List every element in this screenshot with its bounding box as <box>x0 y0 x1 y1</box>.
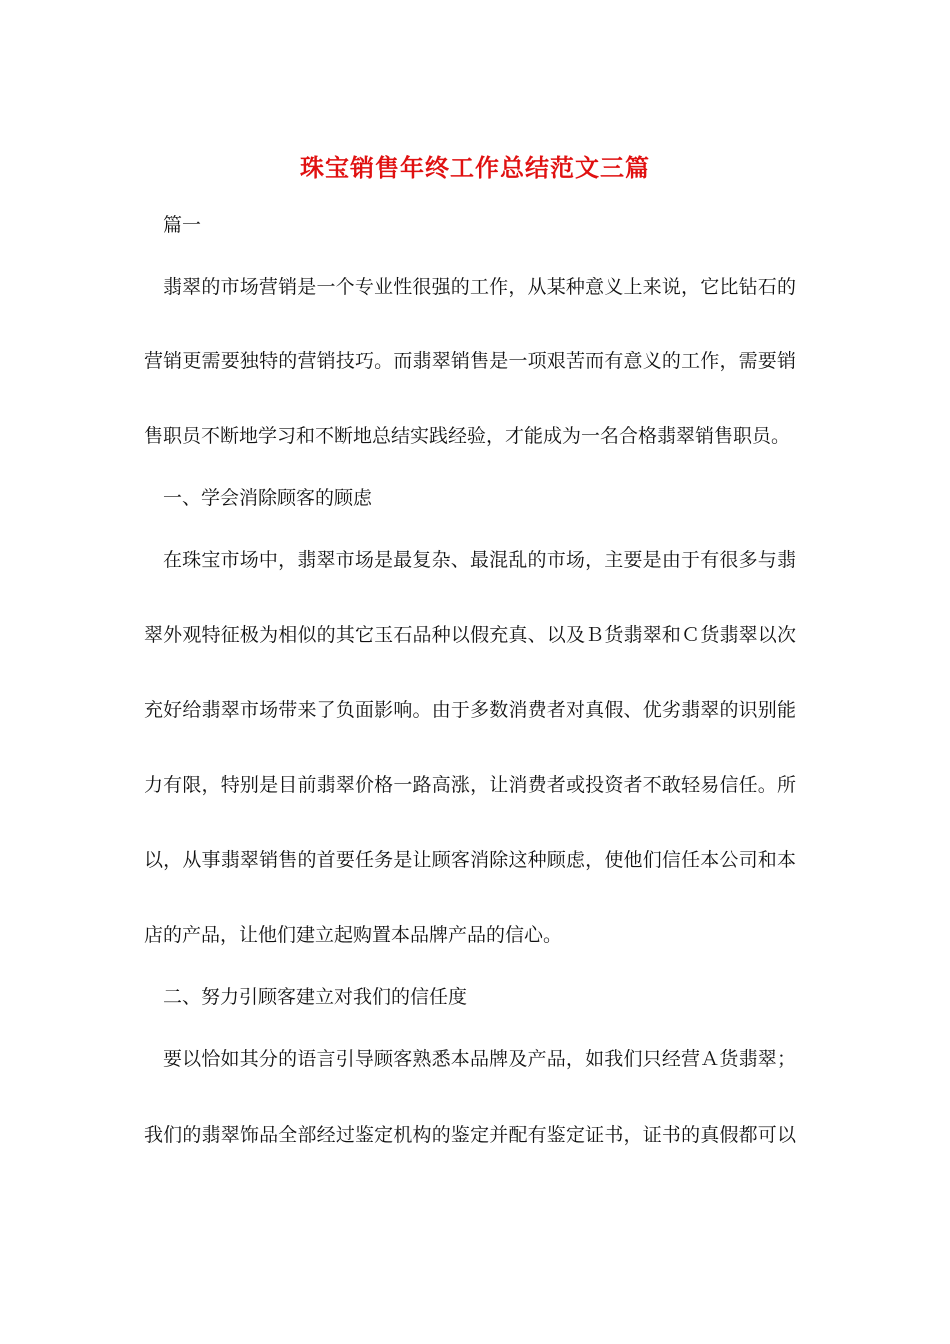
paragraph-line: 售职员不断地学习和不断地总结实践经验，才能成为一名合格翡翠销售职员。 <box>144 425 791 447</box>
paragraph-line: 在珠宝市场中，翡翠市场是最复杂、最混乱的市场，主要是由于有很多与翡 <box>163 549 796 571</box>
section-heading: 一、学会消除顾客的顾虑 <box>163 487 373 509</box>
paragraph-line: 店的产品，让他们建立起购置本品牌产品的信心。 <box>144 924 563 946</box>
document-title: 珠宝销售年终工作总结范文三篇 <box>300 153 650 182</box>
section-heading: 二、努力引顾客建立对我们的信任度 <box>163 986 468 1008</box>
paragraph-line: 力有限，特别是目前翡翠价格一路高涨，让消费者或投资者不敢轻易信任。所 <box>144 774 796 796</box>
paragraph-line: 以，从事翡翠销售的首要任务是让顾客消除这种顾虑，使他们信任本公司和本 <box>144 849 796 871</box>
paragraph-line: 翠外观特征极为相似的其它玉石品种以假充真、以及Ｂ货翡翠和Ｃ货翡翠以次 <box>144 624 796 646</box>
paragraph-line: 翡翠的市场营销是一个专业性很强的工作，从某种意义上来说，它比钻石的 <box>163 276 796 298</box>
paragraph-line: 营销更需要独特的营销技巧。而翡翠销售是一项艰苦而有意义的工作，需要销 <box>144 350 796 372</box>
paragraph-line: 充好给翡翠市场带来了负面影响。由于多数消费者对真假、优劣翡翠的识别能 <box>144 699 796 721</box>
paragraph-line: 要以恰如其分的语言引导顾客熟悉本品牌及产品，如我们只经营Ａ货翡翠； <box>163 1048 796 1070</box>
paragraph-line: 我们的翡翠饰品全部经过鉴定机构的鉴定并配有鉴定证书，证书的真假都可以 <box>144 1124 796 1146</box>
section-heading: 篇一 <box>163 214 202 236</box>
